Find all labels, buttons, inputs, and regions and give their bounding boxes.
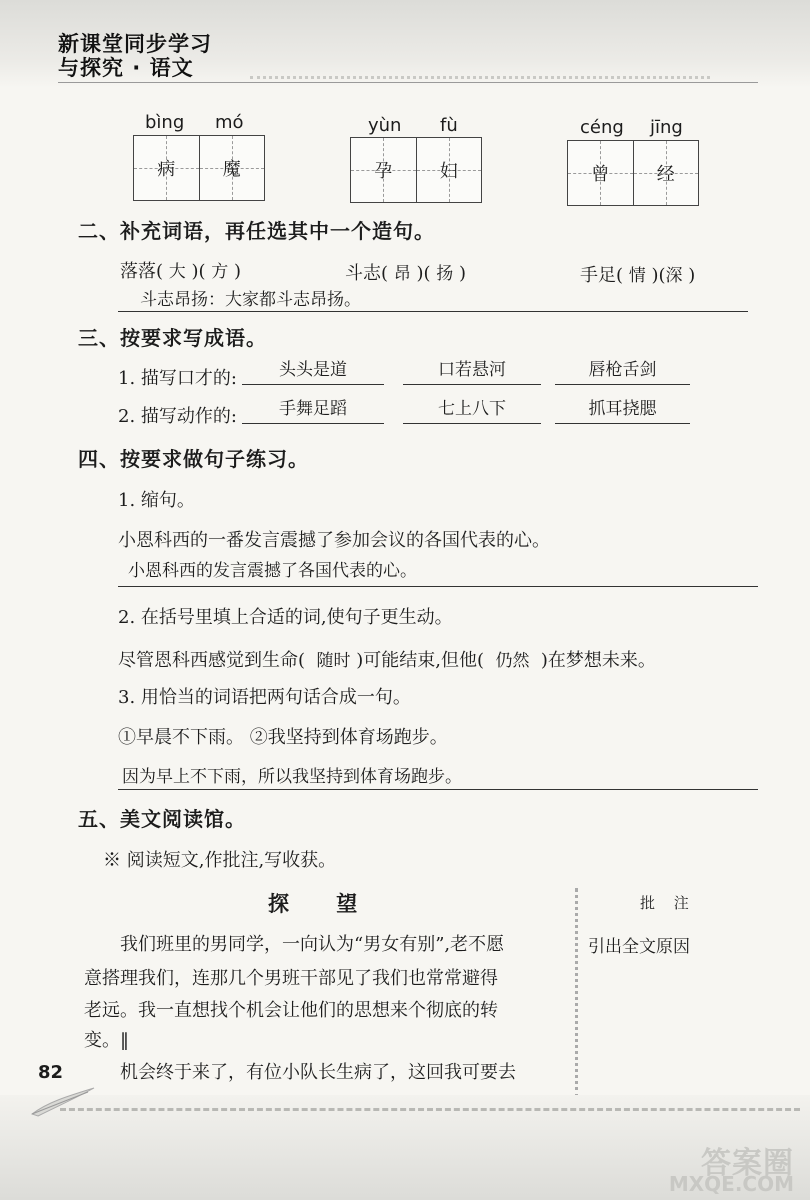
- header-decoration: [250, 36, 710, 79]
- pinyin-2b: fù: [440, 115, 458, 136]
- idiom-answer[interactable]: 七上八下: [403, 397, 541, 424]
- q1-answer[interactable]: 小恩科西的发言震撼了各国代表的心。: [128, 561, 417, 581]
- reading-instruction: ※ 阅读短文,作批注,写收获。: [103, 850, 337, 871]
- word-item-1: 落落( 大 )( 方 ): [120, 261, 241, 282]
- q2-label: 2. 在括号里填上合适的词,使句子更生动。: [118, 607, 453, 628]
- word-answer[interactable]: 方: [211, 262, 229, 282]
- char-3a: 曾: [591, 164, 610, 185]
- q2-sentence: [118, 646, 656, 672]
- pinyin-1a: bìng: [145, 112, 185, 133]
- q3-sentence: ①早晨不下雨。 ②我坚持到体育场跑步。: [118, 727, 448, 748]
- section2-title: 二、补充词语，再任选其中一个造句。: [78, 219, 435, 243]
- char-cell[interactable]: [568, 141, 633, 205]
- char-grid-3: [567, 140, 699, 206]
- char-cell[interactable]: [633, 141, 699, 205]
- word-prefix: 落落: [120, 261, 156, 282]
- answer-line: [118, 311, 748, 312]
- q3-label: 3. 用恰当的词语把两句话合成一句。: [118, 687, 411, 708]
- sentence-answer[interactable]: 斗志昂扬：大家都斗志昂扬。: [140, 290, 361, 310]
- section5-title: 五、美文阅读馆。: [78, 807, 246, 831]
- word-answer[interactable]: 扬: [436, 264, 454, 284]
- pinyin-3a: céng: [580, 117, 624, 138]
- section4-title: 四、按要求做句子练习。: [78, 447, 309, 471]
- passage-line: 机会终于来了，有位小队长生病了，这回我可要去: [120, 1062, 516, 1083]
- idiom-q1-label: 1. 描写口才的:: [118, 368, 237, 389]
- word-prefix: 手足: [580, 265, 616, 286]
- q3-answer[interactable]: 因为早上不下雨，所以我坚持到体育场跑步。: [122, 767, 462, 787]
- watermark-url: MXQE.COM: [668, 1172, 794, 1196]
- word-item-2: 斗志( 昂 )( 扬 ): [345, 263, 466, 284]
- char-grid-2: [350, 137, 482, 203]
- annotation-divider: [575, 888, 578, 1098]
- q2-text: )可能结束,但他(: [356, 650, 484, 671]
- watermark-logo: 答案圈: [701, 1146, 794, 1181]
- quill-icon: [28, 1084, 98, 1120]
- answer-line: [118, 789, 758, 790]
- book-title-line2: 与探究 · 语文: [58, 56, 194, 80]
- word-answer[interactable]: 情: [628, 266, 646, 286]
- passage-line: 我们班里的男同学，一向认为“男女有别”,老不愿: [120, 934, 505, 955]
- section3-title: 三、按要求写成语。: [78, 326, 267, 350]
- q1-sentence: 小恩科西的一番发言震撼了参加会议的各国代表的心。: [118, 530, 550, 551]
- q2-text: )在梦想未来。: [540, 650, 656, 671]
- word-answer[interactable]: 深: [665, 266, 683, 286]
- word-prefix: 斗志: [345, 263, 381, 284]
- passage-title: 探 望: [268, 892, 358, 916]
- word-answer[interactable]: 昂: [393, 264, 411, 284]
- pinyin-2a: yùn: [368, 115, 402, 136]
- char-cell[interactable]: [134, 136, 199, 200]
- pinyin-1b: mó: [215, 112, 244, 133]
- char-cell[interactable]: [351, 138, 416, 202]
- page-number: 82: [38, 1062, 64, 1083]
- char-1a: 病: [157, 159, 176, 180]
- word-answer[interactable]: 大: [168, 262, 186, 282]
- pinyin-3b: jīng: [650, 117, 683, 138]
- answer-line: [118, 586, 758, 587]
- char-2b: 妇: [439, 161, 458, 182]
- char-cell[interactable]: [199, 136, 265, 200]
- footer-dots: [60, 1108, 800, 1121]
- header-rule: [58, 82, 758, 83]
- idiom-q2-label: 2. 描写动作的:: [118, 406, 237, 427]
- passage-line: 意搭理我们，连那几个男班干部见了我们也常常避得: [84, 968, 498, 989]
- char-cell[interactable]: [416, 138, 482, 202]
- idiom-answer[interactable]: 头头是道: [242, 358, 384, 385]
- q2-text: 尽管恩科西感觉到生命(: [118, 650, 306, 671]
- q2-fill[interactable]: 随时: [316, 651, 351, 671]
- q1-label: 1. 缩句。: [118, 490, 195, 511]
- char-2a: 孕: [374, 161, 393, 182]
- idiom-answer[interactable]: 口若悬河: [403, 358, 541, 385]
- char-3b: 经: [656, 164, 675, 185]
- book-title-line1: 新课堂同步学习: [58, 32, 212, 56]
- idiom-answer[interactable]: 唇枪舌剑: [555, 358, 690, 385]
- char-grid-1: [133, 135, 265, 201]
- char-1b: 魔: [222, 159, 241, 180]
- annotation-header: 批 注: [640, 894, 691, 912]
- idiom-answer[interactable]: 抓耳挠腮: [555, 397, 690, 424]
- passage-line: 老远。我一直想找个机会让他们的思想来个彻底的转: [84, 1000, 498, 1021]
- q2-fill[interactable]: 仍然: [495, 651, 530, 671]
- word-item-3: 手足( 情 )(深 ): [580, 265, 696, 286]
- idiom-answer[interactable]: 手舞足蹈: [242, 397, 384, 424]
- annotation-text[interactable]: 引出全文原因: [588, 937, 690, 957]
- passage-line: 变。‖: [84, 1030, 129, 1051]
